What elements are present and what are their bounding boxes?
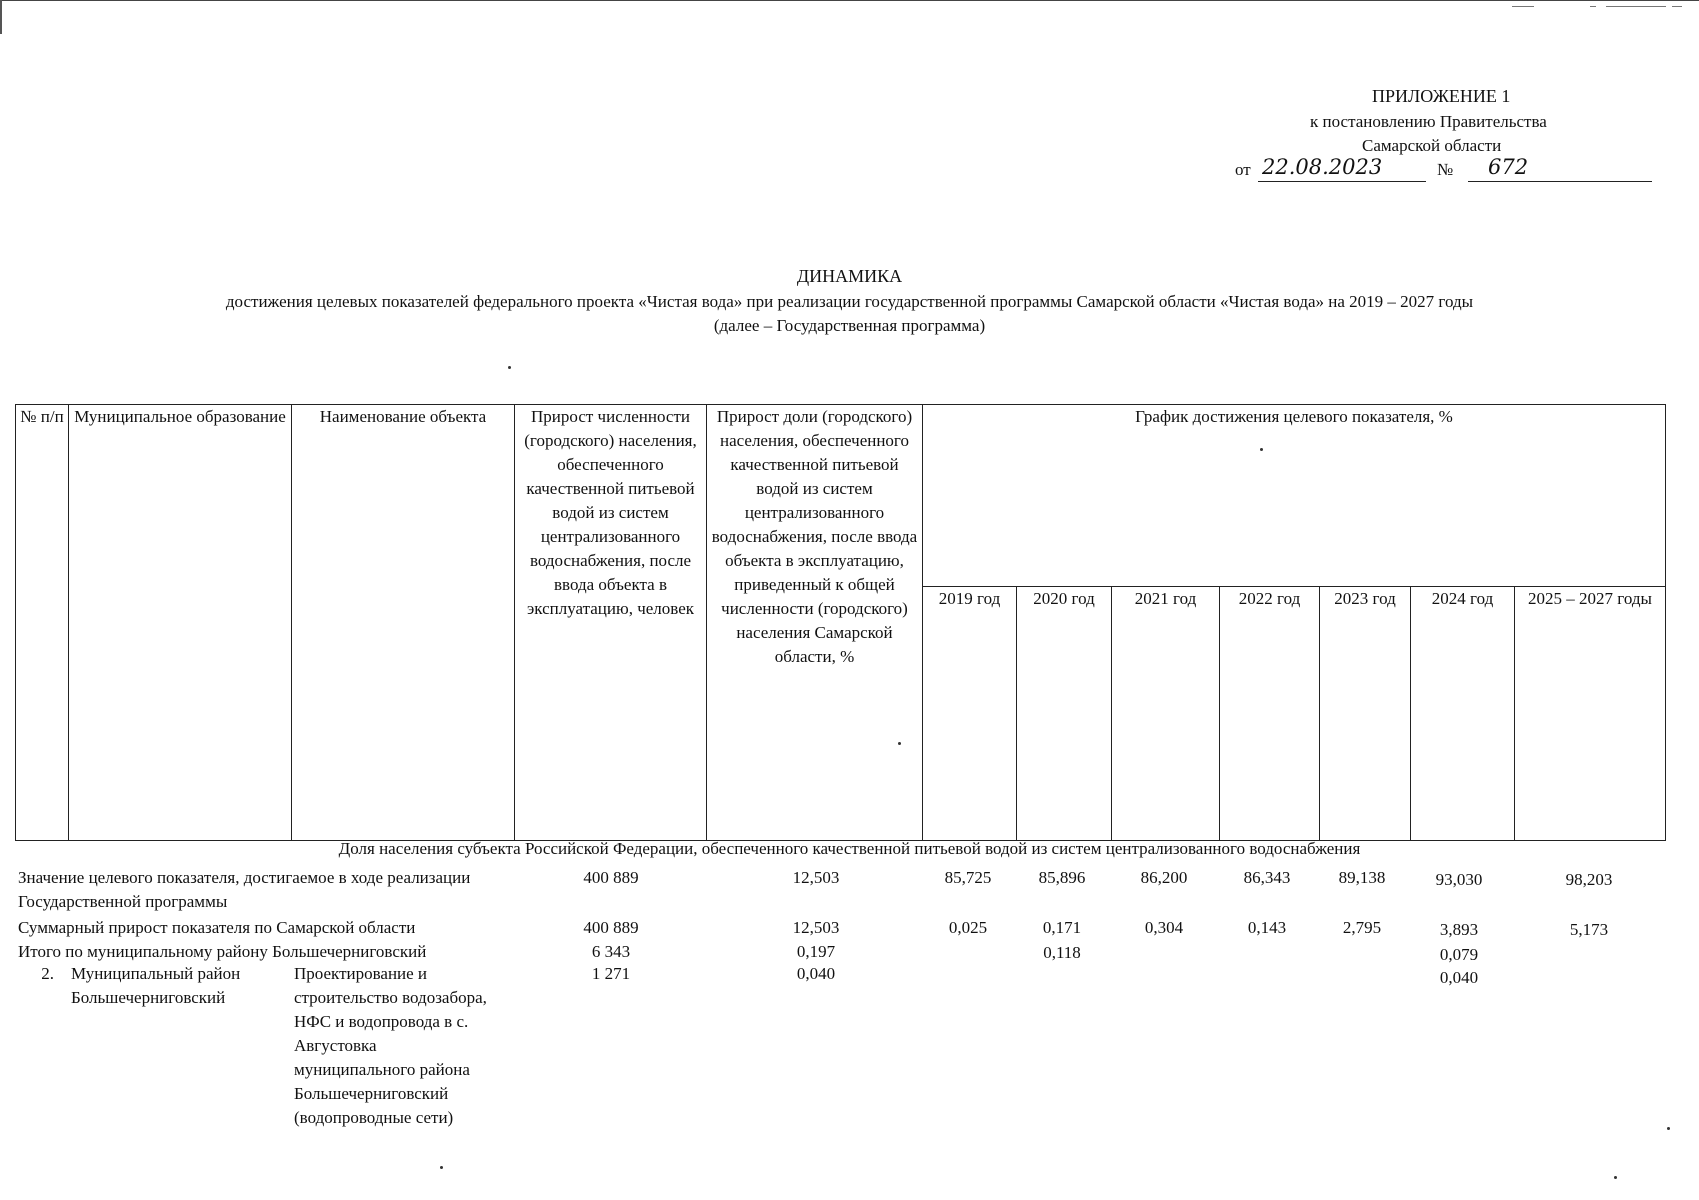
row-sum-share: 12,503 <box>792 918 840 937</box>
scan-mark <box>1512 6 1534 7</box>
header-increase-count: Прирост численности (городского) населения, обеспеченного качественной питьевой водой из систем централизованного водоснабжения, после ввода объекта в эксплуатацию, человек <box>515 405 707 841</box>
appendix-line-1: к постановлению Правительства <box>1310 112 1547 131</box>
row-item-object: Проектирование и строительство водозабора, НФС и водопровода в с. Августовка муниципального района Большечерниговский (водопроводные сети) <box>294 964 487 1127</box>
row-sum-2025-2027: 5,173 <box>1569 920 1609 939</box>
number-underline <box>1468 181 1652 182</box>
scan-speck <box>1614 1176 1617 1179</box>
document-title: ДИНАМИКА <box>796 266 903 286</box>
scan-speck <box>898 742 901 745</box>
scan-speck <box>1667 1127 1670 1130</box>
row-target-count: 400 889 <box>583 868 639 887</box>
row-sum-2019: 0,025 <box>948 918 988 937</box>
date-prefix: от <box>1235 160 1251 179</box>
scan-edge-mark <box>0 0 2 34</box>
header-year-2024: 2024 год <box>1411 587 1515 841</box>
header-year-2021: 2021 год <box>1112 587 1220 841</box>
row-target-2022: 86,343 <box>1243 868 1291 887</box>
number-prefix: № <box>1437 160 1454 179</box>
row-sum-2023: 2,795 <box>1342 918 1382 937</box>
scan-mark <box>1672 6 1682 7</box>
row-district-2024: 0,079 <box>1439 945 1479 964</box>
row-item-count: 1 271 <box>591 964 631 983</box>
row-sum-label: Суммарный прирост показателя по Самарской области <box>18 918 416 937</box>
document-subtitle-1: достижения целевых показателей федерального проекта «Чистая вода» при реализации государственной программы Самарской области «Чистая вода» на 2019 – 2027 годы <box>225 292 1474 311</box>
scan-mark <box>1606 6 1666 7</box>
document-subtitle-2: (далее – Государственная программа) <box>713 316 986 335</box>
row-target-2019: 85,725 <box>944 868 992 887</box>
handwritten-date: 22.08.2023 <box>1262 155 1383 179</box>
header-increase-share: Прирост доли (городского) населения, обеспеченного качественной питьевой водой из систем централизованного водоснабжения, после ввода объекта в эксплуатацию, приведенный к общей численности (городского) населения Самарской области, % <box>707 405 923 841</box>
header-schedule: График достижения целевого показателя, % <box>923 405 1666 587</box>
row-item-num: 2. <box>41 964 54 983</box>
scan-speck <box>1260 448 1263 451</box>
row-district-share: 0,197 <box>796 942 836 961</box>
row-target-label: Значение целевого показателя, достигаемое в ходе реализации Государственной программы <box>18 868 471 911</box>
appendix-title: ПРИЛОЖЕНИЕ 1 <box>1372 86 1511 106</box>
row-item-share: 0,040 <box>796 964 836 983</box>
handwritten-number: 672 <box>1488 155 1529 179</box>
row-sum-2020: 0,171 <box>1042 918 1082 937</box>
scan-mark <box>1590 6 1596 7</box>
row-district-count: 6 343 <box>591 942 631 961</box>
row-item-municipality: Муниципальный район Большечерниговский <box>71 964 241 1007</box>
row-target-2025-2027: 98,203 <box>1565 870 1613 889</box>
header-municipality: Муниципальное образование <box>69 405 292 841</box>
header-year-2020: 2020 год <box>1017 587 1112 841</box>
row-target-share: 12,503 <box>792 868 840 887</box>
scan-edge-line <box>0 0 1699 1</box>
row-sum-2022: 0,143 <box>1247 918 1287 937</box>
row-district-2020: 0,118 <box>1043 943 1081 962</box>
indicator-table-header <box>15 404 1666 841</box>
row-target-2023: 89,138 <box>1338 868 1386 887</box>
appendix-line-2: Самарской области <box>1362 136 1502 155</box>
header-num: № п/п <box>16 405 69 841</box>
row-district-label: Итого по муниципальному району Большечерниговский <box>18 942 427 961</box>
row-sum-2021: 0,304 <box>1144 918 1184 937</box>
row-item-2024: 0,040 <box>1439 968 1479 987</box>
row-target-2021: 86,200 <box>1140 868 1188 887</box>
row-target-2020: 85,896 <box>1038 868 1086 887</box>
header-year-2023: 2023 год <box>1320 587 1411 841</box>
header-year-2022: 2022 год <box>1220 587 1320 841</box>
date-underline <box>1258 181 1426 182</box>
scan-speck <box>508 366 511 369</box>
header-year-2025-2027: 2025 – 2027 годы <box>1515 587 1666 841</box>
header-object: Наименование объекта <box>292 405 515 841</box>
section-title: Доля населения субъекта Российской Федерации, обеспеченного качественной питьевой водой из систем централизованного водоснабжения <box>338 839 1361 858</box>
row-target-2024: 93,030 <box>1435 870 1483 889</box>
row-sum-2024: 3,893 <box>1439 920 1479 939</box>
row-sum-count: 400 889 <box>583 918 639 937</box>
scan-speck <box>440 1166 443 1169</box>
header-year-2019: 2019 год <box>923 587 1017 841</box>
